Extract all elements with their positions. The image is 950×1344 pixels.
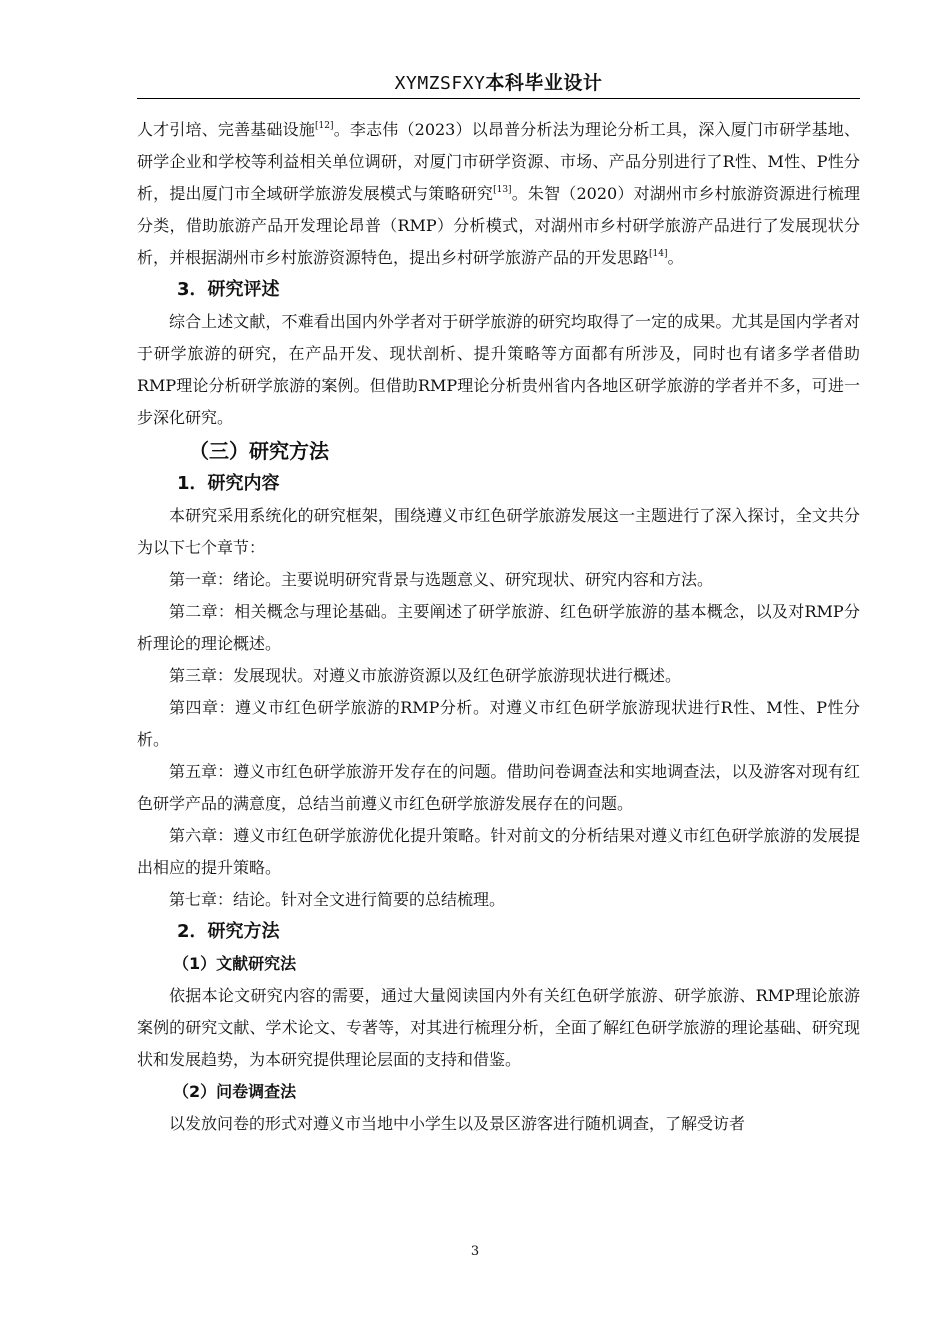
chapter-item: 第五章：遵义市红色研学旅游开发存在的问题。借助问卷调查法和实地调查法，以及游客对现有红色研学产品的满意度，总结当前遵义市红色研学旅游发展存在的问题。 — [137, 762, 860, 813]
page-number: 3 — [470, 1244, 480, 1259]
header-code: XYMZSFXY — [394, 73, 486, 94]
page-body — [137, 114, 860, 1140]
paragraph-survey-method: 以发放问卷的形式对遵义市当地中小学生以及景区游客进行随机调查，了解受访者 — [169, 1114, 746, 1133]
chapter-item: 第七章：结论。针对全文进行简要的总结梳理。 — [169, 890, 506, 909]
chapter-item: 第三章：发展现状。对遵义市旅游资源以及红色研学旅游现状进行概述。 — [169, 666, 682, 685]
chapter-item: 第六章：遵义市红色研学旅游优化提升策略。针对前文的分析结果对遵义市红色研学旅游的发展提出相应的提升策略。 — [137, 826, 860, 877]
heading-research-method: 2．研究方法 — [177, 921, 280, 942]
heading-research-methods-section: （三）研究方法 — [189, 439, 329, 463]
citation-ref: [13] — [493, 185, 512, 195]
heading-research-content: 1．研究内容 — [177, 473, 280, 494]
header-label: 本科毕业设计 — [485, 72, 603, 94]
heading-research-review: 3．研究评述 — [177, 279, 280, 300]
paragraph-content-intro: 本研究采用系统化的研究框架，围绕遵义市红色研学旅游发展这一主题进行了深入探讨，全文共分为以下七个章节： — [137, 506, 860, 557]
header-rule — [137, 98, 860, 99]
heading-literature-method: （1）文献研究法 — [173, 954, 297, 973]
chapter-item: 第一章：绪论。主要说明研究背景与选题意义、研究现状、研究内容和方法。 — [169, 570, 714, 589]
heading-survey-method: （2）问卷调查法 — [173, 1082, 297, 1101]
paragraph-research-review: 综合上述文献，不难看出国内外学者对于研学旅游的研究均取得了一定的成果。尤其是国内学者对于研学旅游的研究，在产品开发、现状剖析、提升策略等方面都有所涉及，同时也有诸多学者借助RMP理论分析研学旅游的案例。但借助RMP理论分析贵州省内各地区研学旅游的学者并不多，可进一步深化研究。 — [137, 312, 860, 427]
paragraph-literature-method: 依据本论文研究内容的需要，通过大量阅读国内外有关红色研学旅游、研学旅游、RMP理论旅游案例的研究文献、学术论文、专著等，对其进行梳理分析，全面了解红色研学旅游的理论基础、研究现状和发展趋势，为本研究提供理论层面的支持和借鉴。 — [137, 986, 860, 1069]
page-header — [137, 68, 860, 99]
citation-ref: [14] — [649, 249, 668, 259]
paragraph-literature-continued: 人才引培、完善基础设施[12]。李志伟（2023）以昂普分析法为理论分析工具，深入厦门市研学基地、研学企业和学校等利益相关单位调研，对厦门市研学资源、市场、产品分别进行了R性、M性、P性分析，提出厦门市全域研学旅游发展模式与策略研究[13]。朱智（2020）对湖州市乡村旅游资源进行梳理分类，借助旅游产品开发理论昂普（RMP）分析模式，对湖州市乡村研学旅游产品进行了发展现状分析，并根据湖州市乡村旅游资源特色，提出乡村研学旅游产品的开发思路[14]。 — [137, 120, 860, 267]
chapter-item: 第四章：遵义市红色研学旅游的RMP分析。对遵义市红色研学旅游现状进行R性、M性、P性分析。 — [137, 698, 860, 749]
chapter-item: 第二章：相关概念与理论基础。主要阐述了研学旅游、红色研学旅游的基本概念，以及对RMP分析理论的理论概述。 — [137, 602, 860, 653]
citation-ref: [12] — [315, 121, 334, 131]
